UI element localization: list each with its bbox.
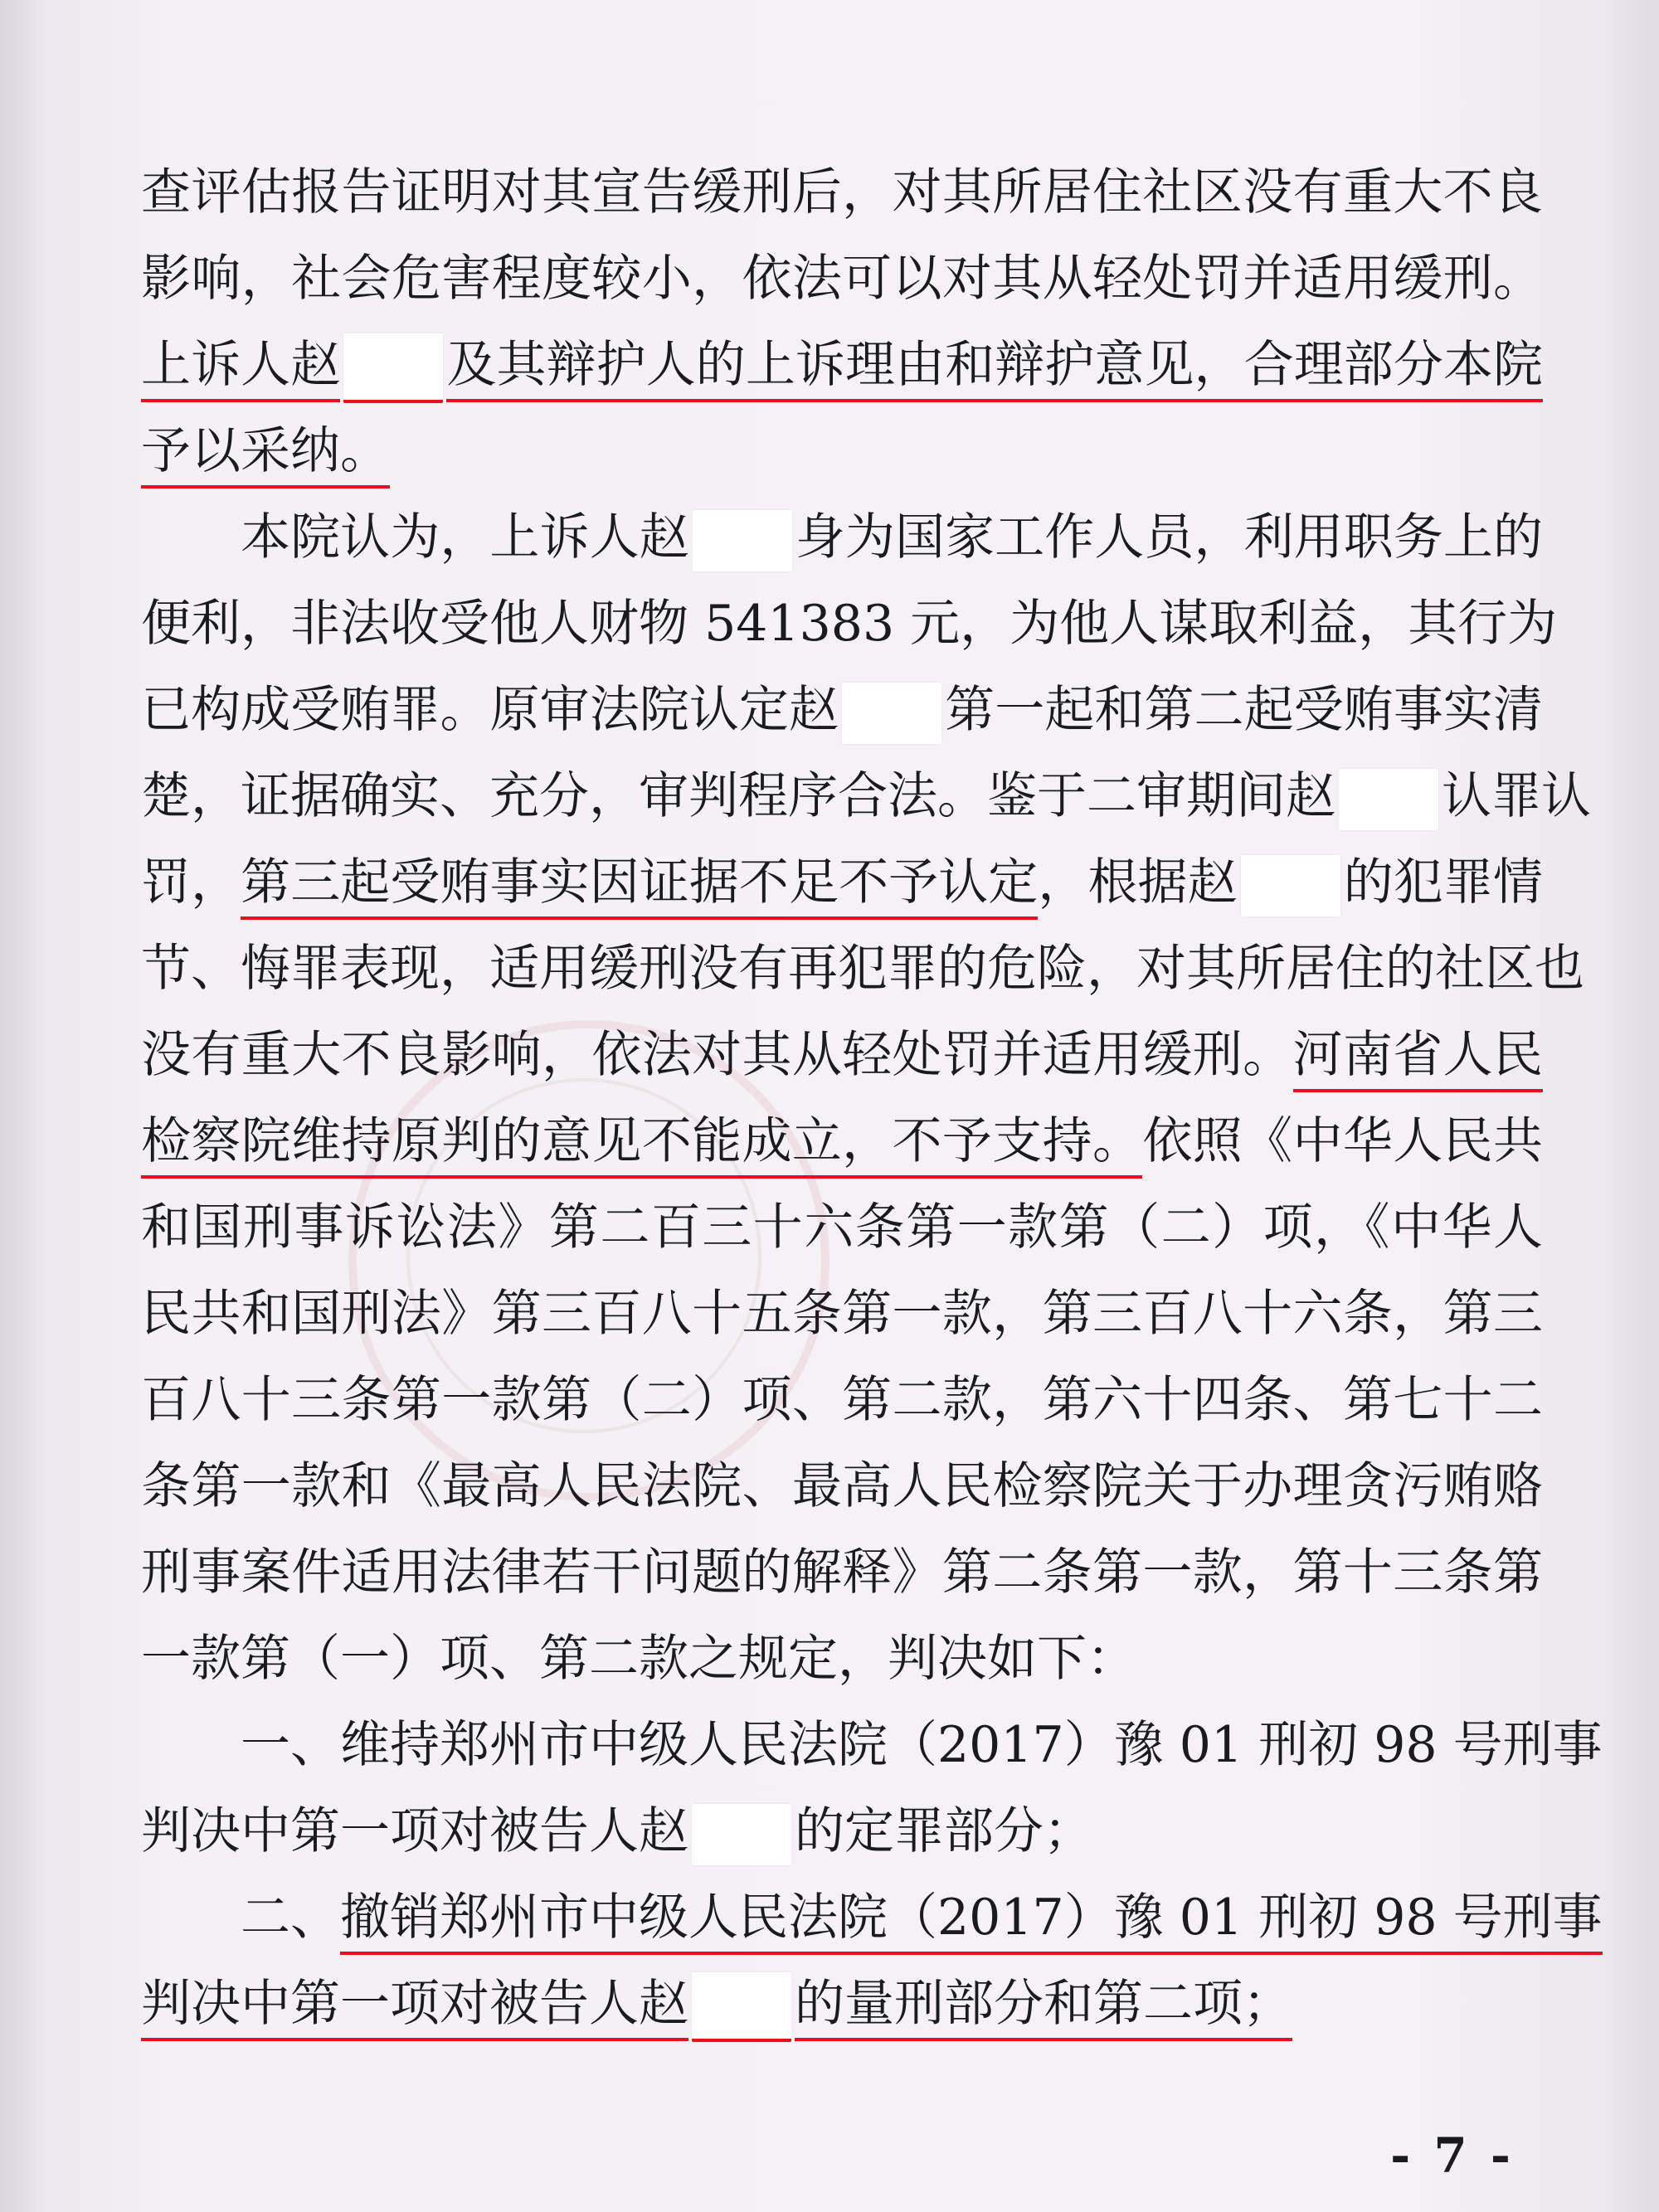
text-segment: 楚，证据确实、充分，审判程序合法。鉴于二审期间赵 <box>141 767 1335 825</box>
text-segment: 的定罪部分； <box>795 1802 1093 1860</box>
text-line-18 <box>141 1616 1543 1702</box>
text-line-9 <box>141 839 1543 926</box>
text-line-13 <box>141 1184 1543 1271</box>
text-segment: ，根据赵 <box>1038 853 1238 912</box>
text-line-16 <box>141 1443 1543 1529</box>
underlined-text: 检察院维持原判的意见不能成立，不予支持。 <box>141 1112 1142 1179</box>
text-line-21 <box>141 1874 1603 1961</box>
text-line-6 <box>141 581 1558 667</box>
text-segment: 和国刑事诉讼法》第二百三十六条第一款第（二）项，《中华人 <box>141 1198 1543 1257</box>
text-segment: 一款第（一）项、第二款之规定，判决如下： <box>141 1630 1136 1688</box>
text-line-10 <box>141 926 1584 1012</box>
text-line-15 <box>141 1357 1543 1443</box>
text-segment: 身为国家工作人员，利用职务上的 <box>795 508 1543 566</box>
text-segment: 判决中第一项对被告人赵 <box>141 1802 688 1860</box>
redacted-name-block <box>1339 769 1438 830</box>
underlined-text: 上诉人赵 <box>141 336 340 402</box>
redacted-name-block <box>692 1804 791 1865</box>
text-segment: 一、维持郑州市中级人民法院（2017）豫 01 刑初 98 号刑事 <box>241 1716 1603 1774</box>
text-segment: 节、悔罪表现，适用缓刑没有再犯罪的危险，对其所居住的社区也 <box>141 940 1584 998</box>
judgment-page-body <box>141 149 1603 2047</box>
underlined-text: 判决中第一项对被告人赵 <box>141 1975 688 2041</box>
text-segment: 依照《中华人民共 <box>1142 1112 1543 1170</box>
text-segment: 民共和国刑法》第三百八十五条第一款，第三百八十六条，第三 <box>141 1285 1543 1343</box>
text-line-3 <box>141 322 1543 408</box>
text-segment: 认罪认 <box>1442 767 1591 825</box>
text-line-20 <box>141 1788 1543 1874</box>
underlined-text: 予以采纳。 <box>141 422 390 489</box>
text-segment: 条第一款和《最高人民法院、最高人民检察院关于办理贪污贿赂 <box>141 1457 1543 1515</box>
text-segment: 刑事案件适用法律若干问题的解释》第二条第一款，第十三条第 <box>141 1544 1543 1602</box>
text-segment: 本院认为，上诉人赵 <box>241 508 689 566</box>
text-line-22 <box>141 1961 1543 2047</box>
text-line-12 <box>141 1098 1543 1184</box>
text-segment: 第一起和第二起受贿事实清 <box>945 681 1544 739</box>
text-segment: 已构成受贿罪。原审法院认定赵 <box>141 681 839 739</box>
redacted-name-block <box>343 333 443 403</box>
text-line-8 <box>141 753 1591 839</box>
redacted-name-block <box>692 1972 791 2042</box>
text-segment: 没有重大不良影响，依法对其从轻处罚并适用缓刑。 <box>141 1026 1293 1084</box>
underlined-text: 的量刑部分和第二项； <box>795 1975 1292 2041</box>
text-segment: 二、 <box>241 1889 340 1947</box>
text-line-5 <box>141 494 1543 581</box>
text-segment: 便利，非法收受他人财物 541383 元，为他人谋取利益，其行为 <box>141 595 1558 653</box>
text-segment: 的犯罪情 <box>1343 853 1544 912</box>
text-line-14 <box>141 1271 1543 1357</box>
text-line-11 <box>141 1012 1543 1098</box>
text-segment: 查评估报告证明对其宣告缓刑后，对其所居住社区没有重大不良 <box>141 163 1543 221</box>
underlined-text: 及其辩护人的上诉理由和辩护意见，合理部分本院 <box>446 336 1543 402</box>
text-segment: 罚， <box>141 853 241 912</box>
redacted-name-block <box>842 683 941 744</box>
text-line-2 <box>141 236 1543 322</box>
redacted-name-block <box>693 510 792 571</box>
text-line-1 <box>141 149 1543 236</box>
text-line-17 <box>141 1529 1543 1616</box>
underlined-text: 河南省人民 <box>1293 1026 1543 1092</box>
text-segment: 影响，社会危害程度较小，依法可以对其从轻处罚并适用缓刑。 <box>141 250 1543 308</box>
text-segment: 百八十三条第一款第（二）项、第二款，第六十四条、第七十二 <box>141 1371 1543 1429</box>
text-line-7 <box>141 667 1543 753</box>
redacted-name-block <box>1241 855 1340 916</box>
page-number: - 7 - <box>1390 2127 1514 2184</box>
underlined-text: 撤销郑州市中级人民法院（2017）豫 01 刑初 98 号刑事 <box>340 1889 1603 1955</box>
text-line-4 <box>141 408 1543 494</box>
text-line-19 <box>141 1702 1603 1788</box>
underlined-text: 第三起受贿事实因证据不足不予认定 <box>241 853 1038 920</box>
